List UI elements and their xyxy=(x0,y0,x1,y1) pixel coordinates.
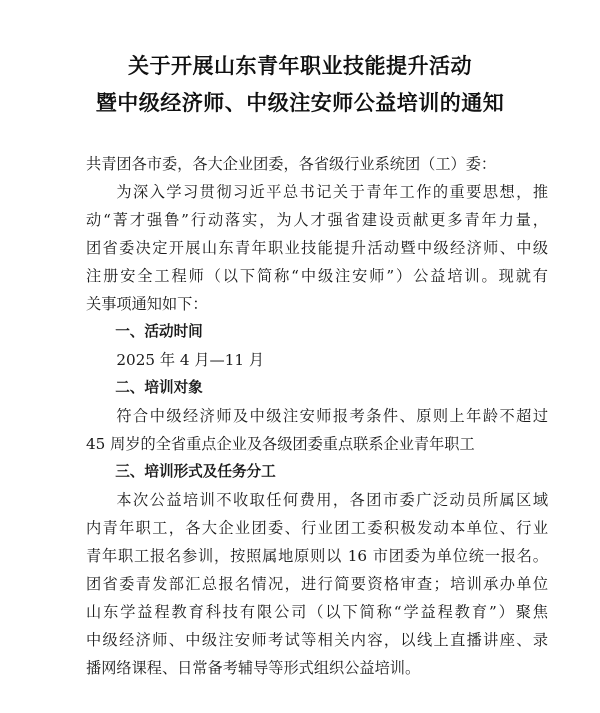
section-heading-time: 一、活动时间 xyxy=(115,323,203,340)
section-line: 播网络课程、日常备考辅导等形式组织公益培训。 xyxy=(86,659,421,677)
section-line: 团省委青发部汇总报名情况，进行简要资格审查；培训承办单位 xyxy=(86,575,548,593)
section-line: 45 周岁的全省重点企业及各级团委重点联系企业青年职工 xyxy=(86,435,475,453)
intro-line: 关事项通知如下： xyxy=(86,295,208,313)
intro-paragraph xyxy=(86,178,548,318)
intro-line: 为深入学习贯彻习近平总书记关于青年工作的重要思想，推 xyxy=(116,183,548,201)
section-time-body xyxy=(86,346,548,374)
section-heading-format: 三、培训形式及任务分工 xyxy=(115,463,276,480)
section-heading-audience: 二、培训对象 xyxy=(115,379,203,396)
intro-line: 注册安全工程师（以下简称“中级注安师”）公益培训。现就有 xyxy=(86,267,548,285)
salutation xyxy=(86,150,548,178)
document-title-line-1: 关于开展山东青年职业技能提升活动 xyxy=(128,54,472,78)
document-title-line-2: 暨中级经济师、中级注安师公益培训的通知 xyxy=(95,91,505,115)
section-line: 本次公益培训不收取任何费用，各团市委广泛动员所属区域 xyxy=(116,491,548,509)
section-line: 内青年职工，各大企业团委、行业团工委积极发动本单位、行业 xyxy=(86,519,548,537)
section-line: 山东学益程教育科技有限公司（以下简称“学益程教育”）聚焦 xyxy=(86,603,548,621)
document-body xyxy=(86,150,548,682)
intro-line: 团省委决定开展山东青年职业技能提升活动暨中级经济师、中级 xyxy=(86,239,548,257)
intro-line: 动“菁才强鲁”行动落实，为人才强省建设贡献更多青年力量， xyxy=(86,211,548,229)
section-audience-body xyxy=(86,402,548,458)
section-line: 符合中级经济师及中级注安师报考条件、原则上年龄不超过 xyxy=(116,407,548,425)
section-line: 2025 年 4 月—11 月 xyxy=(116,351,265,369)
section-format-body xyxy=(86,486,548,682)
section-line: 青年职工报名参训，按照属地原则以 16 市团委为单位统一报名。 xyxy=(86,547,548,565)
section-line: 中级经济师、中级注安师考试等相关内容，以线上直播讲座、录 xyxy=(86,631,548,649)
salutation-line: 共青团各市委，各大企业团委，各省级行业系统团（工）委： xyxy=(86,155,497,173)
